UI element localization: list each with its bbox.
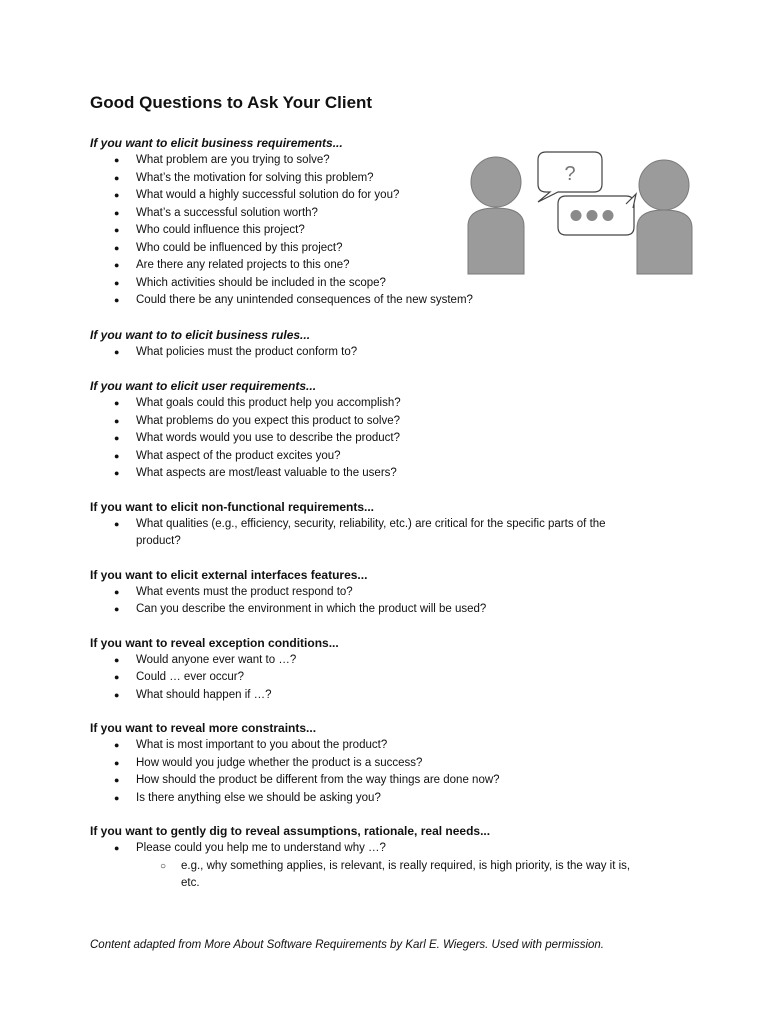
list-item [90,790,690,808]
question-text: What’s a successful solution worth? [136,206,318,219]
question-text: Which activities should be included in the scope? [136,276,386,289]
bullet-icon: ● [114,415,120,426]
list-item [90,257,690,275]
bullet-icon: ● [114,242,120,253]
question-text: What qualities (e.g., efficiency, security, reliability, etc.) are critical for the specific parts of the product? [136,517,606,547]
list-item [90,170,690,188]
question-text: What aspects are most/least valuable to the users? [136,467,397,479]
question-text: Could … ever occur? [136,671,245,683]
question-list [90,344,690,362]
bullet-icon: ● [114,740,120,750]
question-list [90,737,690,807]
list-item [90,601,690,619]
bullet-icon: ● [114,775,120,785]
list-item [90,430,690,448]
list-item [90,840,690,858]
bullet-icon: ● [114,172,120,183]
bullet-icon: ● [114,672,120,682]
list-item [90,669,690,687]
section-heading: If you want to elicit user requirements... [90,379,317,393]
section-external-interfaces [90,567,690,619]
section-more-constraints [90,720,690,807]
question-text: What words would you use to describe the product? [136,432,401,444]
list-item [90,152,690,170]
question-list [90,652,690,705]
section-heading: If you want to gently dig to reveal assumptions, rationale, real needs... [90,824,491,838]
bullet-icon: ● [114,654,120,665]
question-list [90,584,690,619]
bullet-icon: ● [114,225,120,235]
bullet-icon: ● [114,518,120,529]
question-text: How would you judge whether the product is a success? [136,756,423,769]
bullet-icon: ● [114,792,120,803]
question-text: What would a highly successful solution do for you? [136,189,400,201]
bullet-icon: ● [114,689,120,700]
list-item [90,413,690,431]
section-business-requirements [90,135,690,310]
section-non-functional-requirements [90,499,690,551]
bullet-icon: ● [114,277,120,288]
list-item [90,755,690,773]
hollow-bullet-icon: ○ [160,860,167,872]
section-assumptions-rationale [90,823,690,893]
section-heading: If you want to elicit business requirements... [90,136,343,150]
question-text: Are there any related projects to this one? [136,259,350,271]
section-user-requirements [90,378,690,483]
question-mark-glyph: ? [564,163,576,185]
sub-question-text: e.g., why something applies, is relevant, is really required, is high priority, is the way it is, etc. [181,859,631,889]
section-heading: If you want to elicit external interfaces features... [90,567,368,582]
bullet-icon: ● [114,757,120,768]
list-item [90,465,690,483]
question-text: Could there be any unintended consequences of the new system? [136,294,473,306]
question-text: What is most important to you about the product? [136,739,388,751]
bullet-icon: ● [114,346,120,357]
question-text: What problem are you trying to solve? [136,154,330,166]
list-item [90,344,690,362]
question-list [90,516,690,551]
question-text: What aspect of the product excites you? [136,449,341,462]
list-item [90,292,690,310]
question-list [90,840,690,858]
list-item [90,205,690,223]
question-text: What’s the motivation for solving this problem? [136,171,374,184]
section-business-rules [90,327,690,362]
sub-list-item [90,858,651,893]
question-list [90,152,690,310]
question-text: What should happen if …? [136,688,272,701]
bullet-icon: ● [114,604,120,614]
question-text: Would anyone ever want to …? [136,653,297,666]
list-item [90,687,690,705]
bullet-icon: ● [114,260,120,270]
list-item [90,275,690,293]
question-text: Who could be influenced by this project? [136,241,343,254]
bullet-icon: ● [114,433,120,443]
question-text: What problems do you expect this product to solve? [136,414,401,427]
question-text: What events must the product respond to? [136,585,353,598]
section-exception-conditions [90,635,690,705]
list-item [90,772,690,790]
page-title: Good Questions to Ask Your Client [90,93,373,112]
bullet-icon: ● [114,843,120,853]
list-item [90,584,690,602]
question-text: Is there anything else we should be asking you? [136,791,381,804]
list-item [90,737,690,755]
bullet-icon: ● [114,190,120,200]
list-item [90,222,690,240]
question-text: Who could influence this project? [136,224,305,236]
list-item [90,240,690,258]
bullet-icon: ● [114,295,120,305]
attribution-footer: Content adapted from More About Software Requirements by Karl E. Wiegers. Used with permission. [90,939,605,951]
section-heading: If you want to reveal exception conditions... [90,635,339,650]
bullet-icon: ● [114,398,120,408]
list-item [90,395,690,413]
bullet-icon: ● [114,450,120,461]
questions-content [90,135,690,893]
question-text: What goals could this product help you accomplish? [136,397,401,409]
bullet-icon: ● [114,468,120,478]
section-heading: If you want to to elicit business rules... [90,327,311,342]
question-text: Can you describe the environment in which the product will be used? [136,603,487,615]
question-text: Please could you help me to understand why …? [136,842,386,854]
question-list [90,395,690,483]
list-item [90,187,690,205]
section-heading: If you want to reveal more constraints... [90,721,317,735]
list-item [90,516,646,551]
list-item [90,652,690,670]
sub-question-list [90,858,690,893]
bullet-icon: ● [114,207,120,218]
bullet-icon: ● [114,155,120,165]
question-text: How should the product be different from the way things are done now? [136,774,500,786]
list-item [90,448,690,466]
bullet-icon: ● [114,586,120,597]
section-heading: If you want to elicit non-functional requirements... [90,499,375,514]
question-text: What policies must the product conform to? [136,345,358,358]
